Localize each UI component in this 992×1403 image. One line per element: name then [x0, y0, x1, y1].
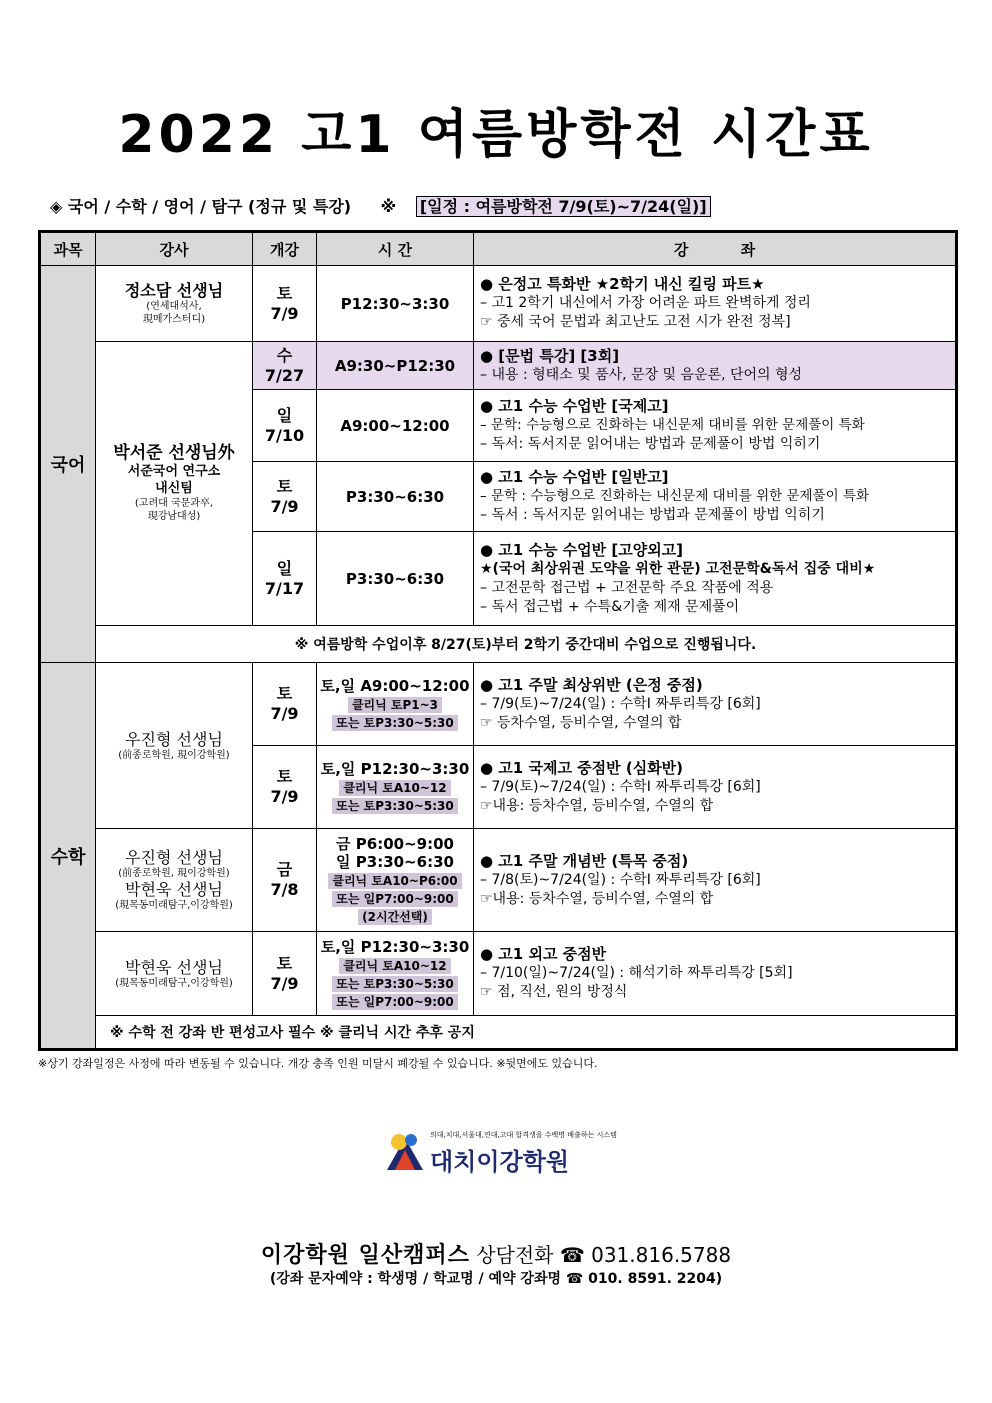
course-line: – 문학: 수능형으로 진화하는 내신문제 대비를 위한 문제풀이 특화 — [480, 417, 865, 433]
logo-tagline: 의대,치대,서울대,연대,고대 합격생을 수백명 배출하는 시스템 — [430, 1131, 617, 1139]
clinic-time: 클리닉 토A10~12 — [339, 958, 450, 974]
clinic-time: 클리닉 토A10~P6:00 — [328, 873, 461, 889]
start-date: 7/27 — [264, 365, 305, 385]
course-line: – 고1 2학기 내신에서 가장 어려운 파트 완벽하게 정리 — [480, 295, 811, 311]
course-line: ☞내용: 등차수열, 등비수열, 수열의 합 — [480, 797, 714, 814]
course-title: ● 은정고 특화반 ★2학기 내신 킬링 파트★ — [480, 275, 765, 293]
course-title: ● 고1 주말 최상위반 (은정 중점) — [480, 675, 703, 694]
teacher-desc: (고려대 국문과卒, — [134, 498, 214, 509]
teacher-name: 우진형 선생님 — [125, 729, 223, 749]
start-day: 금 — [276, 860, 293, 879]
table-row — [40, 1016, 957, 1050]
teacher-name: 박현욱 선생님 — [125, 957, 223, 977]
teacher-cell — [96, 342, 253, 626]
start-day: 일 — [276, 558, 293, 578]
clinic-time: 클리닉 토P1~3 — [348, 697, 442, 713]
course-title: ● 고1 수능 수업반 [국제고] — [480, 397, 669, 415]
table-row — [40, 932, 957, 1016]
start-date: 7/9 — [270, 303, 299, 323]
header-course: 강 좌 — [474, 232, 957, 266]
start-cell — [253, 342, 317, 390]
start-day: 토 — [276, 684, 293, 703]
course-title: ● 고1 국제고 중점반 (심화반) — [480, 758, 684, 777]
teacher-desc: (前종로학원, 現이강학원) — [118, 868, 230, 879]
course-cell — [474, 829, 957, 932]
course-line: ☞내용: 등차수열, 등비수열, 수열의 합 — [480, 890, 714, 907]
table-row — [40, 663, 957, 746]
start-date: 7/9 — [270, 496, 299, 516]
page-title: 2022 고1 여름방학전 시간표 — [118, 105, 874, 165]
time-cell — [317, 932, 474, 1016]
course-line: – 독서: 독서지문 읽어내는 방법과 문제풀이 방법 익히기 — [480, 436, 821, 452]
teacher-name: 박서준 선생님外 — [113, 443, 235, 463]
time-cell: P12:30~3:30 — [317, 266, 474, 342]
clinic-time: 또는 토P3:30~5:30 — [332, 798, 458, 814]
table-row — [40, 829, 957, 932]
course-line: ☞ 점, 직선, 원의 방정식 — [480, 984, 628, 1000]
schedule-badge: [일정 : 여름방학전 7/9(토)~7/24(일)] — [416, 196, 711, 217]
clinic-time: (2시간선택) — [358, 909, 432, 925]
course-cell — [474, 532, 957, 626]
course-cell — [474, 462, 957, 532]
teacher-desc: (現목동미래탐구,이강학원) — [115, 977, 233, 989]
teacher-name: 우진형 선생님 — [125, 848, 223, 867]
teacher-name: 박현욱 선생님 — [125, 880, 223, 899]
course-title: ● 고1 주말 개념반 (특목 중점) — [480, 851, 689, 870]
course-title: ● 고1 외고 중점반 — [480, 945, 607, 963]
clinic-time: 또는 토P3:30~5:30 — [332, 976, 458, 992]
contact-line: (강좌 문자예약 : 학생명 / 학교명 / 예약 강좌명 ☎ 010. 8591. 2204) — [269, 1271, 723, 1287]
campus-name: 이강학원 일산캠퍼스 — [260, 1243, 470, 1268]
teacher-desc: (現목동미래탐구,이강학원) — [115, 900, 233, 911]
teacher-cell — [96, 266, 253, 342]
header-row — [40, 232, 957, 266]
start-date: 7/9 — [270, 787, 299, 806]
course-line: – 내용 : 형태소 및 품사, 문장 및 음운론, 단어의 형성 — [480, 366, 803, 383]
header-subject: 과목 — [40, 232, 96, 266]
start-day: 토 — [276, 767, 293, 786]
course-title: ● 고1 수능 수업반 [고양외고] — [480, 540, 684, 559]
course-line: – 문학 : 수능형으로 진화하는 내신문제 대비를 위한 문제풀이 특화 — [480, 488, 869, 504]
start-cell — [253, 462, 317, 532]
header-time: 시 간 — [317, 232, 474, 266]
class-time: 토,일 P12:30~3:30 — [320, 760, 470, 778]
course-line: ☞ 중세 국어 문법과 최고난도 고전 시가 완전 정복] — [480, 314, 791, 330]
course-cell — [474, 663, 957, 746]
start-date: 7/9 — [270, 973, 299, 993]
footer-note: ※상기 강좌일정은 사정에 따라 변동될 수 있습니다. 개강 충족 인원 미달시 폐강될 수 있습니다. ※뒷면에도 있습니다. — [38, 1057, 598, 1070]
campus-phone: 상담전화 ☎ 031.816.5788 — [476, 1243, 732, 1267]
course-line: – 7/9(토)~7/24(일) : 수학Ⅰ 짜투리특강 [6회] — [480, 778, 761, 795]
clinic-time: 또는 토P3:30~5:30 — [332, 715, 458, 731]
time-cell — [317, 663, 474, 746]
start-cell — [253, 266, 317, 342]
teacher-cell — [96, 932, 253, 1016]
time-cell: A9:30~P12:30 — [317, 342, 474, 390]
logo-icon — [385, 1130, 425, 1174]
start-cell — [253, 829, 317, 932]
campus-line — [0, 1238, 992, 1269]
academy-logo — [385, 1130, 625, 1180]
table-row — [40, 626, 957, 663]
teacher-desc: 現강남대성) — [147, 511, 201, 522]
course-cell — [474, 390, 957, 462]
class-time: 금 P6:00~9:00 — [336, 835, 454, 853]
teacher-desc: (前종로학원, 現이강학원) — [118, 749, 230, 761]
course-cell — [474, 746, 957, 829]
start-date: 7/17 — [264, 578, 305, 598]
note-mark: ※ — [380, 197, 397, 216]
start-cell — [253, 746, 317, 829]
time-cell — [317, 829, 474, 932]
time-cell: P3:30~6:30 — [317, 532, 474, 626]
subject-math: 수학 — [40, 663, 96, 1050]
start-cell — [253, 663, 317, 746]
course-line: – 7/10(일)~7/24(일) : 해석기하 짜투리특강 [5회] — [480, 965, 793, 981]
start-cell — [253, 932, 317, 1016]
course-cell — [474, 932, 957, 1016]
start-date: 7/8 — [270, 880, 299, 899]
header-teacher: 강사 — [96, 232, 253, 266]
course-line: – 고전문학 접근법 + 고전문학 주요 작품에 적용 — [480, 579, 774, 596]
start-day: 토 — [276, 476, 293, 496]
start-day: 토 — [276, 953, 293, 973]
start-day: 수 — [276, 345, 293, 365]
teacher-name: 정소담 선생님 — [124, 281, 224, 300]
subject-list: ◈ 국어 / 수학 / 영어 / 탐구 (정규 및 특강) — [50, 197, 352, 216]
time-cell: A9:00~12:00 — [317, 390, 474, 462]
logo-brand: 대치이강학원 — [430, 1148, 570, 1176]
korean-note: ※ 여름방학 수업이후 8/27(토)부터 2학기 중간대비 수업으로 진행됩니다. — [96, 626, 957, 663]
start-date: 7/10 — [264, 425, 305, 445]
clinic-time: 클리닉 토A10~12 — [339, 780, 450, 796]
teacher-cell — [96, 663, 253, 829]
teacher-desc: 서준국어 연구소 — [127, 464, 221, 479]
start-date: 7/9 — [270, 704, 299, 723]
course-cell — [474, 266, 957, 342]
time-cell: P3:30~6:30 — [317, 462, 474, 532]
course-line: ★(국어 최상위권 도약을 위한 관문) 고전문학&독서 집중 대비★ — [480, 560, 876, 577]
teacher-cell — [96, 829, 253, 932]
class-time: 토,일 A9:00~12:00 — [320, 677, 470, 695]
class-time: 토,일 P12:30~3:30 — [320, 937, 470, 956]
course-cell — [474, 342, 957, 390]
table-row — [40, 342, 957, 390]
math-note: ※ 수학 전 강좌 반 편성고사 필수 ※ 클리닉 시간 추후 공지 — [96, 1016, 957, 1050]
subject-korean: 국어 — [40, 266, 96, 663]
course-line: – 독서 접근법 + 수특&기출 제재 문제풀이 — [480, 598, 740, 615]
course-title: ● [문법 특강] [3회] — [480, 346, 620, 365]
course-line: – 독서 : 독서지문 읽어내는 방법과 문제풀이 방법 익히기 — [480, 507, 825, 523]
course-line: ☞ 등차수열, 등비수열, 수열의 합 — [480, 714, 682, 731]
table-row — [40, 266, 957, 342]
start-day: 일 — [276, 405, 293, 425]
clinic-time: 또는 일P7:00~9:00 — [332, 994, 458, 1010]
timetable — [38, 230, 958, 1051]
course-line: – 7/8(토)~7/24(일) : 수학Ⅰ 짜투리특강 [6회] — [480, 871, 761, 888]
subject-line — [50, 194, 711, 217]
class-time: 일 P3:30~6:30 — [336, 853, 454, 871]
teacher-desc: 現메가스터디) — [142, 314, 206, 325]
time-cell — [317, 746, 474, 829]
clinic-time: 또는 일P7:00~9:00 — [332, 891, 458, 907]
teacher-desc: (연세대석사, — [146, 301, 202, 312]
header-start: 개강 — [253, 232, 317, 266]
start-day: 토 — [276, 283, 293, 303]
teacher-desc: 내신팀 — [155, 481, 193, 496]
start-cell — [253, 390, 317, 462]
course-line: – 7/9(토)~7/24(일) : 수학Ⅰ 짜투리특강 [6회] — [480, 695, 761, 712]
start-cell — [253, 532, 317, 626]
course-title: ● 고1 수능 수업반 [일반고] — [480, 468, 669, 486]
